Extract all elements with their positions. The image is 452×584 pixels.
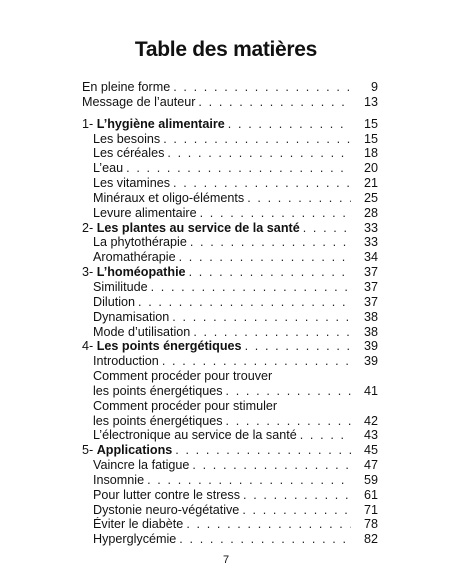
toc-entry-title: Les besoins [93,131,161,146]
toc-entry-title: Les céréales [93,146,165,161]
toc-page-number: 45 [363,443,378,458]
toc-entry-title: L’eau [93,161,124,176]
toc-entry [82,235,378,250]
toc-page-number: 13 [363,94,378,109]
toc-entry-label [93,458,189,473]
dot-leader [245,339,351,354]
toc-page-number: 37 [363,265,378,280]
toc-page-number: 34 [363,250,378,265]
toc-entry [82,414,378,429]
toc-entry-title: L’hygiène alimentaire [96,116,225,131]
table-of-contents [82,80,378,547]
toc-entry-label [93,414,223,429]
toc-entry-title: Applications [96,443,173,458]
toc-entry-label [82,80,170,95]
toc-entry-label [93,473,144,488]
dot-leader [243,488,351,503]
toc-entry [82,80,378,95]
dot-leader [126,161,351,176]
toc-entry-label [82,443,172,458]
toc-entry [82,517,378,532]
dot-leader [147,473,351,488]
dot-leader [228,117,351,132]
toc-entry [82,339,378,354]
toc-entry [82,369,378,384]
toc-entry [82,95,378,110]
dot-leader [179,532,351,547]
dot-leader [247,191,351,206]
toc-page-number: 18 [363,146,378,161]
toc-page-number: 21 [363,176,378,191]
page-title: Table des matières [134,38,318,61]
toc-entry-title: Comment procéder pour trouver [93,369,273,384]
toc-entry-label [93,310,169,325]
toc-page-number: 25 [363,190,378,205]
toc-entry-label [93,503,239,518]
toc-entry-label [82,95,195,110]
dot-leader [162,354,351,369]
dot-leader [189,265,351,280]
dot-leader [190,235,351,250]
toc-page-number: 37 [363,279,378,294]
toc-entry-title: Hyperglycémie [93,532,177,547]
toc-entry-label [93,517,183,532]
toc-entry-label [93,191,244,206]
toc-page-number: 38 [363,309,378,324]
dot-leader [200,206,351,221]
toc-entry-label [93,280,148,295]
dot-leader [226,414,351,429]
toc-page-number: 78 [363,517,378,532]
toc-entry-label [93,399,277,414]
toc-entry-label [93,132,160,147]
dot-leader [163,132,351,147]
toc-entry-label [82,117,225,132]
toc-entry-title: les points énergétiques [93,413,223,428]
dot-leader [242,503,351,518]
dot-leader [167,146,351,161]
toc-page-number: 33 [363,235,378,250]
dot-leader [226,384,351,399]
toc-entry [82,250,378,265]
toc-entry-title: Minéraux et oligo-éléments [93,190,245,205]
toc-entry-title: les points énergétiques [93,383,223,398]
toc-entry [82,473,378,488]
toc-entry [82,280,378,295]
toc-section-number: 1- [82,116,94,131]
toc-entry-label [93,428,297,443]
toc-entry-label [93,161,123,176]
toc-section-number: 5- [82,443,94,458]
toc-entry [82,206,378,221]
toc-entry-label [93,532,176,547]
toc-entry [82,532,378,547]
toc-entry [82,488,378,503]
toc-entry [82,458,378,473]
dot-leader [173,176,351,191]
dot-leader [198,95,351,110]
toc-entry [82,132,378,147]
toc-entry-label [93,206,197,221]
toc-entry-title: Levure alimentaire [93,205,197,220]
toc-entry [82,265,378,280]
toc-entry-title: Dilution [93,294,135,309]
toc-entry-label [93,176,170,191]
toc-entry-title: Similitude [93,279,148,294]
toc-page-number: 15 [363,131,378,146]
toc-entry-label [82,221,300,236]
toc-entry-title: Aromathérapie [93,250,176,265]
toc-entry-label [82,265,186,280]
toc-entry-title: Dynamisation [93,309,170,324]
toc-entry [82,310,378,325]
toc-entry-title: Pour lutter contre le stress [93,487,240,502]
toc-entry-title: L’homéopathie [96,265,186,280]
toc-section-number: 3- [82,265,94,280]
toc-page-number: 71 [363,502,378,517]
toc-page-number: 9 [370,80,378,94]
toc-entry-title: Éviter le diabète [93,517,184,532]
toc-entry [82,354,378,369]
toc-entry-label [93,488,240,503]
toc-page-number: 20 [363,161,378,176]
dot-leader [300,428,351,443]
toc-entry-title: Les plantes au service de la santé [96,220,300,235]
dot-leader [192,458,351,473]
toc-entry-label [93,384,223,399]
toc-entry [82,325,378,340]
toc-entry-title: Vaincre la fatigue [93,458,190,473]
toc-entry [82,399,378,414]
dot-leader [193,325,351,340]
toc-page-number: 43 [363,428,378,443]
dot-leader [138,295,351,310]
toc-entry [82,221,378,236]
toc-page-number: 33 [363,220,378,235]
dot-leader [186,517,351,532]
toc-section-number: 2- [82,220,94,235]
toc-entry [82,117,378,132]
toc-page-number: 41 [363,383,378,398]
dot-leader [172,310,351,325]
toc-entry-title: En pleine forme [82,80,171,94]
toc-page-number: 39 [363,354,378,369]
toc-page-number: 37 [363,294,378,309]
toc-page-number: 47 [363,458,378,473]
toc-entry-label [93,146,164,161]
toc-page-number: 82 [363,532,378,547]
toc-entry-label [82,339,242,354]
toc-page-number: 42 [363,413,378,428]
toc-entry-label [93,235,187,250]
toc-entry-title: Message de l’auteur [82,94,196,109]
toc-entry-label [93,295,135,310]
toc-page-number: 59 [363,472,378,487]
toc-entry-title: Introduction [93,354,159,369]
toc-page-number: 28 [363,205,378,220]
toc-entry-label [93,250,176,265]
page-number: 7 [222,554,230,566]
dot-leader [179,250,351,265]
dot-leader [173,80,351,95]
toc-entry [82,443,378,458]
dot-leader [175,443,351,458]
toc-entry [82,384,378,399]
toc-entry [82,428,378,443]
toc-entry-title: Mode d’utilisation [93,324,191,339]
toc-entry-title: L’électronique au service de la santé [93,428,297,443]
toc-entry [82,161,378,176]
toc-entry [82,146,378,161]
toc-page-number: 38 [363,324,378,339]
toc-entry [82,176,378,191]
toc-page-number: 15 [363,116,378,131]
toc-entry [82,295,378,310]
toc-entry-label [93,325,190,340]
toc-entry [82,191,378,206]
toc-entry-title: Comment procéder pour stimuler [93,398,278,413]
toc-page-number: 61 [363,487,378,502]
toc-entry-title: Insomnie [93,472,145,487]
toc-entry-label [93,369,272,384]
toc-entry-title: Les vitamines [93,176,170,191]
toc-entry-title: Les points énergétiques [96,339,242,354]
toc-entry-title: La phytothérapie [93,235,187,250]
dot-leader [303,221,351,236]
toc-entry-title: Dystonie neuro-végétative [93,502,240,517]
toc-entry [82,503,378,518]
toc-entry-label [93,354,159,369]
toc-section-number: 4- [82,339,94,354]
dot-leader [151,280,351,295]
toc-page-number: 39 [363,339,378,354]
